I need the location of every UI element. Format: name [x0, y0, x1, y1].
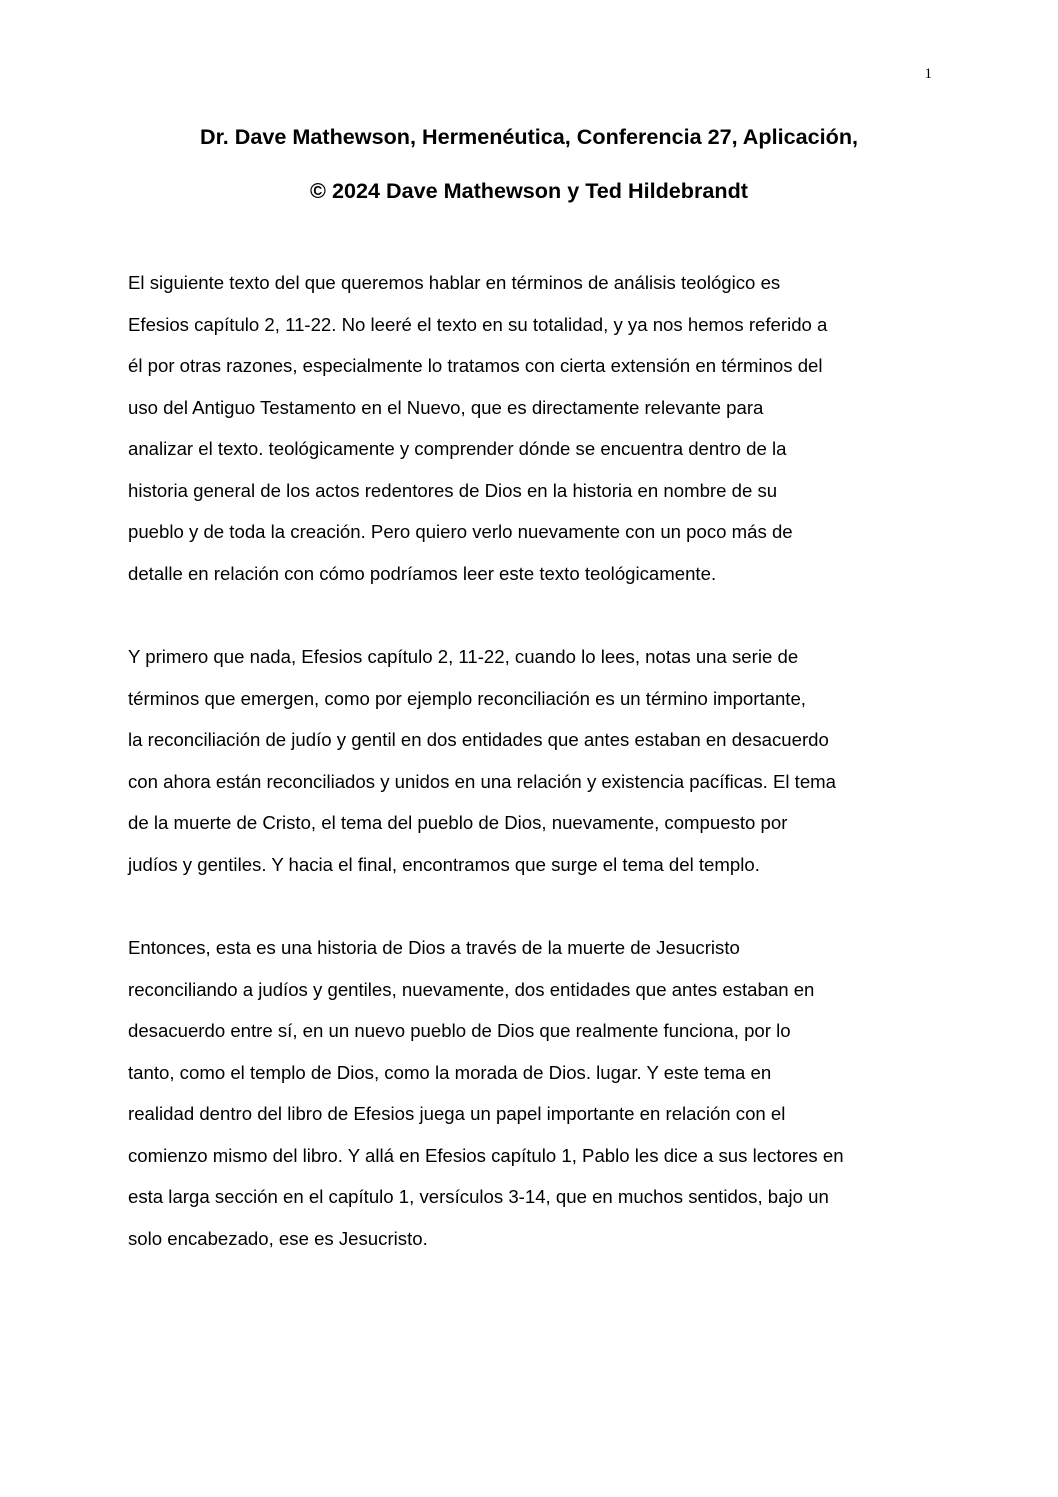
paragraph-line: Entonces, esta es una historia de Dios a través de la muerte de Jesucristo — [128, 937, 740, 958]
paragraph-line: Y primero que nada, Efesios capítulo 2, 11-22, cuando lo lees, notas una serie de — [128, 646, 799, 667]
paragraph-line: reconciliando a judíos y gentiles, nuevamente, dos entidades que antes estaban en — [128, 978, 815, 1000]
paragraph-line: términos que emergen, como por ejemplo reconciliación es un término importante, — [128, 687, 806, 709]
paragraph-line: tanto, como el templo de Dios, como la morada de Dios. lugar. Y este tema en — [128, 1061, 772, 1083]
paragraph-line: historia general de los actos redentores de Dios en la historia en nombre de su — [128, 479, 778, 501]
paragraph-line: desacuerdo entre sí, en un nuevo pueblo de Dios que realmente funciona, por lo — [128, 1020, 791, 1041]
title-line-1: Dr. Dave Mathewson, Hermenéutica, Conferencia 27, Aplicación, — [199, 124, 859, 149]
paragraph-3 — [128, 938, 930, 1270]
paragraph-2 — [128, 647, 930, 896]
paragraph-line: esta larga sección en el capítulo 1, versículos 3-14, que en muchos sentidos, bajo un — [128, 1186, 829, 1207]
paragraph-line: analizar el texto. teológicamente y comprender dónde se encuentra dentro de la — [128, 438, 787, 459]
paragraph-line: pueblo y de toda la creación. Pero quiero verlo nuevamente con un poco más de — [128, 521, 793, 542]
body-text — [128, 273, 930, 1312]
paragraph-line: con ahora están reconciliados y unidos en una relación y existencia pacíficas. El tema — [128, 770, 836, 792]
paragraph-line: realidad dentro del libro de Efesios juega un papel importante en relación con el — [128, 1103, 786, 1124]
paragraph-line: solo encabezado, ese es Jesucristo. — [128, 1227, 428, 1249]
paragraph-line: detalle en relación con cómo podríamos leer este texto teológicamente. — [128, 562, 717, 584]
paragraph-line: de la muerte de Cristo, el tema del pueblo de Dios, nuevamente, compuesto por — [128, 812, 788, 833]
document-title — [128, 124, 930, 235]
paragraph-line: comienzo mismo del libro. Y allá en Efesios capítulo 1, Pablo les dice a sus lectores en — [128, 1144, 844, 1166]
paragraph-line: él por otras razones, especialmente lo tratamos con cierta extensión en términos del — [128, 355, 823, 376]
paragraph-line: Efesios capítulo 2, 11-22. No leeré el texto en su totalidad, y ya nos hemos referido a — [128, 313, 828, 335]
paragraph-1 — [128, 273, 930, 605]
paragraph-line: El siguiente texto del que queremos hablar en términos de análisis teológico es — [128, 272, 781, 293]
paragraph-line: judíos y gentiles. Y hacia el final, encontramos que surge el tema del templo. — [128, 853, 760, 875]
paragraph-line: la reconciliación de judío y gentil en dos entidades que antes estaban en desacuerdo — [128, 729, 829, 750]
title-line-2: © 2024 Dave Mathewson y Ted Hildebrandt — [310, 178, 748, 203]
page-number: 1 — [924, 66, 932, 82]
paragraph-line: uso del Antiguo Testamento en el Nuevo, que es directamente relevante para — [128, 396, 764, 418]
